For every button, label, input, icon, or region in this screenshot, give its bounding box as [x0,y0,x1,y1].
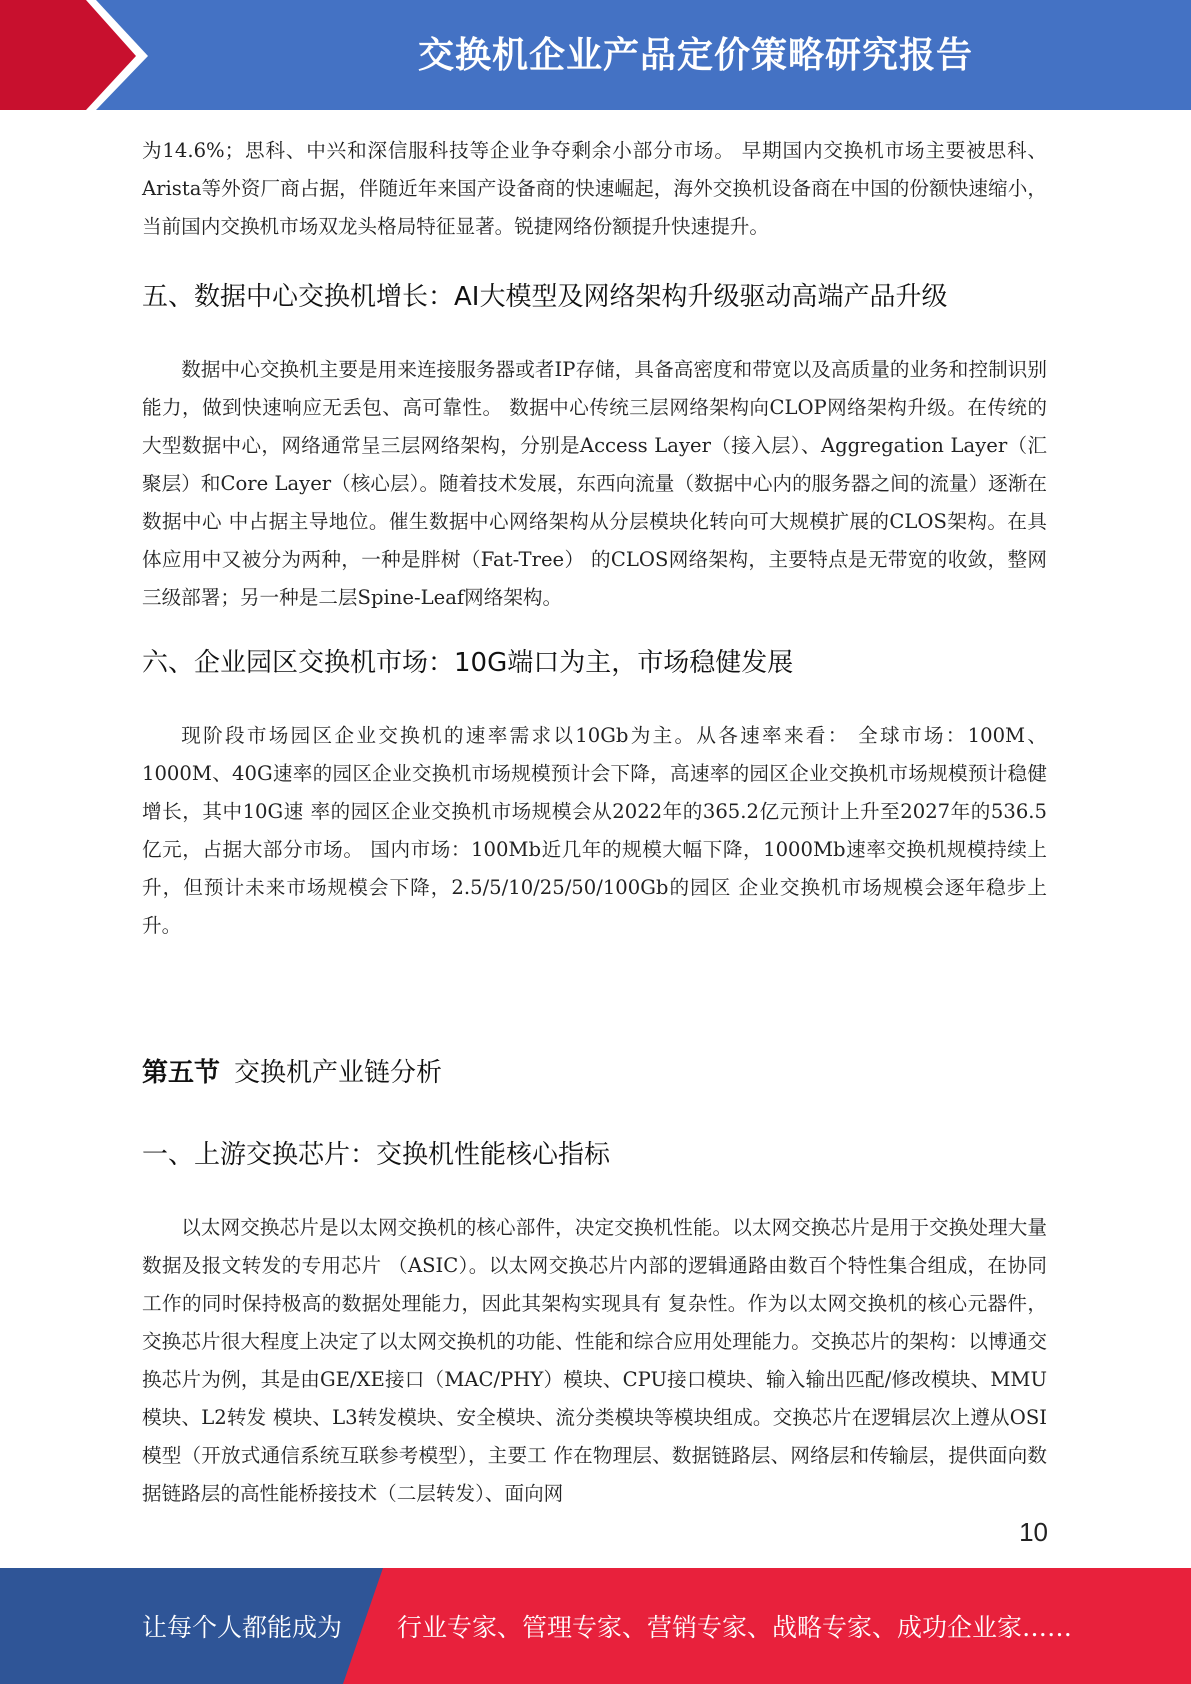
heading-data-center-switch: 五、数据中心交换机增长：AI大模型及网络架构升级驱动高端产品升级 [142,282,948,312]
footer-slogan-right: 行业专家、管理专家、营销专家、战略专家、成功企业家…… [397,1613,1073,1642]
page-number: 10 [1019,1517,1048,1547]
page-footer [0,1568,1191,1684]
page-header [0,0,1191,110]
section-title: 交换机产业链分析 [234,1058,443,1088]
header-arrow-decoration [0,0,160,110]
report-title: 交换机企业产品定价策略研究报告 [417,34,973,76]
paragraph-market-share: 为14.6%；思科、中兴和深信服科技等企业争夺剩余小部分市场。 早期国内交换机市场主要被思科、Arista等外资厂商占据，伴随近年来国产设备商的快速崛起，海外交换机设备商在中国的份额快速缩小， 当前国内交换机市场双龙头格局特征显著。锐捷网络份额提升快速提升。 [142,139,1047,238]
paragraph-switch-chip: 以太网交换芯片是以太网交换机的核心部件，决定交换机性能。以太网交换芯片是用于交换处理大量数据及报文转发的专用芯片 （ASIC）。以太网交换芯片内部的逻辑通路由数百个特性集合组成，在协同工作的同时保持极高的数据处理能力，因此其架构实现具有 复杂性。作为以太网交换机的核心元器件，交换芯片很大程度上决定了以太网交换机的功能、性能和综合应用处理能力。交换芯片的架构：以博通交换芯片为例，其是由GE/XE接口（MAC/PHY）模块、CPU接口模块、输入输出匹配/修改模块、MMU模块、L2转发 模块、L3转发模块、安全模块、流分类模块等模块组成。交换芯片在逻辑层次上遵从OSI模型（开放式通信系统互联参考模型），主要工 作在物理层、数据链路层、网络层和传输层，提供面向数据链路层的高性能桥接技术（二层转发）、面向网 [142,1216,1047,1505]
section-heading [142,1053,1047,1093]
heading-enterprise-campus: 六、企业园区交换机市场：10G端口为主，市场稳健发展 [142,648,794,678]
paragraph-campus-market: 现阶段市场园区企业交换机的速率需求以10Gb为主。从各速率来看： 全球市场：100M、1000M、40G速率的园区企业交换机市场规模预计会下降，高速率的园区企业交换机市场规模预计稳健增长，其中10G速 率的园区企业交换机市场规模会从2022年的365.2亿元预计上升至2027年的536.5亿元，占据大部分市场。 国内市场：100Mb近几年的规模大幅下降，1000Mb速率交换机规模持续上升，但预计未来市场规模会下降，2.5/5/10/25/50/100Gb的园区 企业交换机市场规模会逐年稳步上升。 [142,724,1047,937]
paragraph-data-center: 数据中心交换机主要是用来连接服务器或者IP存储，具备高密度和带宽以及高质量的业务和控制识别能力，做到快速响应无丢包、高可靠性。 数据中心传统三层网络架构向CLOP网络架构升级。在传统的大型数据中心，网络通常呈三层网络架构，分别是Access Layer（接入层）、Aggregation Layer（汇聚层）和Core Layer（核心层）。随着技术发展，东西向流量（数据中心内的服务器之间的流量）逐渐在数据中心 中占据主导地位。催生数据中心网络架构从分层模块化转向可大规模扩展的CLOS架构。在具体应用中又被分为两种，一种是胖树（Fat-Tree） 的CLOS网络架构，主要特点是无带宽的收敛，整网三级部署；另一种是二层Spine-Leaf网络架构。 [142,358,1047,609]
footer-slogan-left: 让每个人都能成为 [142,1613,343,1642]
heading-upstream-chip: 一、上游交换芯片：交换机性能核心指标 [142,1140,611,1170]
page-content [142,132,1047,1513]
section-number: 第五节 [142,1058,221,1088]
